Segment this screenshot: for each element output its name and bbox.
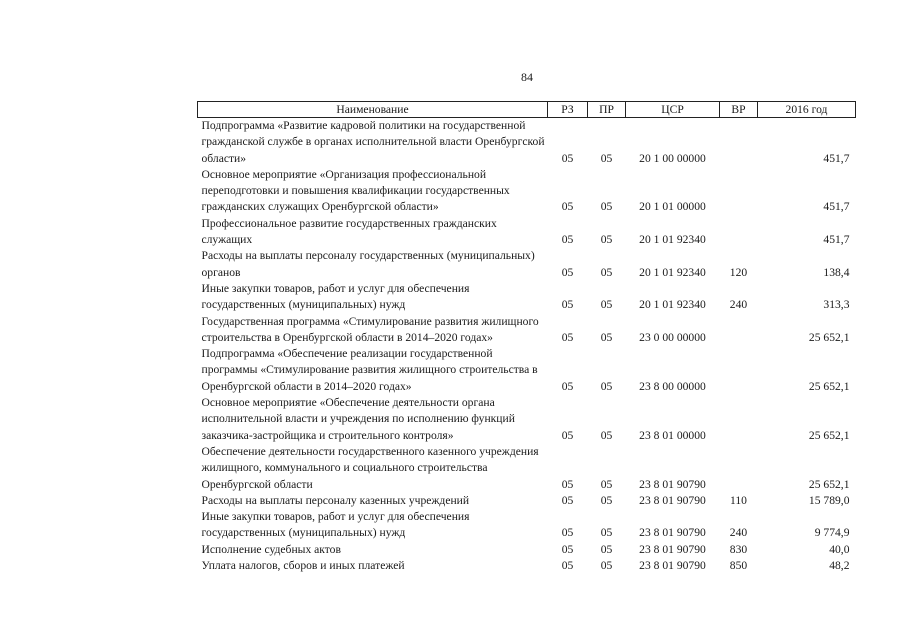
row-vr	[720, 395, 758, 444]
row-rz: 05	[561, 542, 574, 556]
row-amount: 48,2	[829, 559, 850, 573]
row-amount: 9 774,9	[814, 526, 850, 540]
table-row	[198, 167, 856, 216]
row-vr	[720, 167, 758, 216]
row-csr: 20 1 01 92340	[639, 233, 706, 247]
table-row	[198, 444, 856, 493]
row-amount: 40,0	[829, 542, 850, 556]
row-amount: 451,7	[823, 200, 850, 214]
row-pr: 05	[600, 330, 613, 344]
row-name: Основное мероприятие «Организация профессиональной переподготовки и повышения квалификации государственных гражданских служащих Оренбургской области»	[201, 167, 510, 214]
row-rz: 05	[561, 298, 574, 312]
row-rz: 05	[561, 379, 574, 393]
row-rz: 05	[561, 477, 574, 491]
column-header-year: 2016 год	[758, 102, 856, 118]
row-name: Государственная программа «Стимулирование развития жилищного строительства в Оренбургской области в 2014–2020 годах»	[201, 314, 539, 344]
row-pr: 05	[600, 559, 613, 573]
row-pr: 05	[600, 526, 613, 540]
row-name: Расходы на выплаты персоналу государственных (муниципальных) органов	[201, 249, 535, 279]
row-rz: 05	[561, 151, 574, 165]
table-row	[198, 558, 856, 574]
row-amount: 15 789,0	[808, 493, 850, 507]
row-csr: 23 8 00 00000	[639, 379, 706, 393]
row-amount: 25 652,1	[808, 379, 850, 393]
row-csr: 20 1 00 00000	[639, 151, 706, 165]
row-vr	[720, 314, 758, 347]
row-vr	[720, 444, 758, 493]
table-row	[198, 395, 856, 444]
row-pr: 05	[600, 379, 613, 393]
row-vr: 830	[729, 542, 748, 556]
table-row	[198, 118, 856, 167]
row-amount: 451,7	[823, 151, 850, 165]
row-vr: 240	[729, 526, 748, 540]
row-pr: 05	[600, 428, 613, 442]
row-vr: 120	[729, 265, 748, 279]
row-name: Подпрограмма «Развитие кадровой политики на государственной гражданской службе в органах исполнительной власти Оренбургской области»	[201, 119, 545, 165]
row-vr	[720, 346, 758, 395]
row-csr: 23 8 01 90790	[639, 526, 706, 540]
row-vr: 850	[729, 559, 748, 573]
column-header-csr: ЦСР	[626, 102, 720, 118]
row-rz: 05	[561, 265, 574, 279]
row-csr: 23 8 01 90790	[639, 559, 706, 573]
row-pr: 05	[600, 542, 613, 556]
table-row	[198, 314, 856, 347]
row-csr: 20 1 01 00000	[639, 200, 706, 214]
column-header-vr: ВР	[720, 102, 758, 118]
table-row	[198, 281, 856, 314]
row-name: Расходы на выплаты персоналу казенных учреждений	[201, 493, 470, 507]
row-pr: 05	[600, 298, 613, 312]
table-row	[198, 542, 856, 558]
row-pr: 05	[600, 265, 613, 279]
budget-table	[197, 101, 856, 574]
row-pr: 05	[600, 477, 613, 491]
row-name: Исполнение судебных актов	[201, 542, 341, 556]
table-row	[198, 346, 856, 395]
page-number: 84	[521, 70, 533, 84]
table-row	[198, 509, 856, 542]
row-name: Уплата налогов, сборов и иных платежей	[201, 559, 405, 573]
row-name: Иные закупки товаров, работ и услуг для обеспечения государственных (муниципальных) нужд	[201, 510, 470, 540]
row-amount: 451,7	[823, 233, 850, 247]
table-row	[198, 248, 856, 281]
table-header-row	[198, 102, 856, 118]
row-amount: 313,3	[823, 298, 850, 312]
row-rz: 05	[561, 428, 574, 442]
table-row	[198, 493, 856, 509]
row-amount: 25 652,1	[808, 477, 850, 491]
row-amount: 25 652,1	[808, 330, 850, 344]
row-csr: 23 8 01 90790	[639, 477, 706, 491]
row-rz: 05	[561, 200, 574, 214]
row-csr: 23 0 00 00000	[639, 330, 706, 344]
row-name: Профессиональное развитие государственных гражданских служащих	[201, 216, 497, 247]
column-header-pr: ПР	[588, 102, 626, 118]
table-row	[198, 216, 856, 249]
row-csr: 23 8 01 90790	[639, 493, 706, 507]
row-vr: 110	[730, 493, 747, 507]
row-vr	[720, 118, 758, 167]
row-csr: 23 8 01 90790	[639, 542, 706, 556]
row-csr: 20 1 01 92340	[639, 265, 706, 279]
row-rz: 05	[561, 526, 574, 540]
row-pr: 05	[600, 200, 613, 214]
row-vr: 240	[729, 298, 748, 312]
row-csr: 20 1 01 92340	[639, 298, 706, 312]
row-csr: 23 8 01 00000	[639, 428, 706, 442]
row-rz: 05	[561, 559, 574, 573]
row-rz: 05	[561, 493, 574, 507]
row-rz: 05	[561, 330, 574, 344]
row-pr: 05	[600, 151, 613, 165]
row-pr: 05	[600, 233, 613, 247]
row-amount: 25 652,1	[808, 428, 850, 442]
row-amount: 138,4	[823, 265, 850, 279]
column-header-name: Наименование	[198, 102, 548, 118]
column-header-rz: РЗ	[548, 102, 588, 118]
row-name: Иные закупки товаров, работ и услуг для обеспечения государственных (муниципальных) нужд	[201, 281, 470, 312]
row-vr	[720, 216, 758, 249]
row-pr: 05	[600, 493, 613, 507]
row-name: Подпрограмма «Обеспечение реализации государственной программы «Стимулирование развития жилищного строительства в Оренбургской области в 2014–2020 годах»	[201, 347, 538, 393]
row-name: Основное мероприятие «Обеспечение деятельности органа исполнительной власти и учреждения по исполнению функций заказчика-застройщика и строительного контроля»	[201, 396, 515, 442]
row-rz: 05	[561, 233, 574, 247]
row-name: Обеспечение деятельности государственного казенного учреждения жилищного, коммунального и социального строительства Оренбургской области	[201, 444, 539, 491]
